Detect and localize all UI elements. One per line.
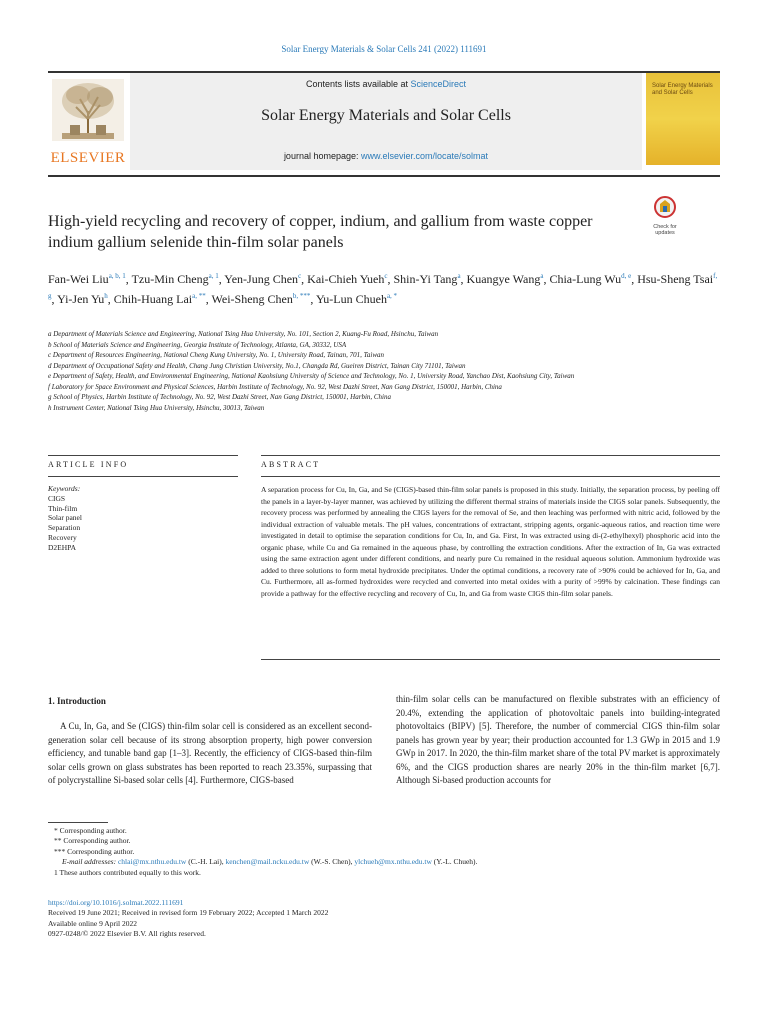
journal-cover-image[interactable]: [646, 73, 720, 165]
author-name[interactable]: Yu-Lun Chueh: [315, 292, 387, 306]
intro-column-right: thin-film solar cells can be manufactured on flexible substrates with an efficiency of 20.4%, extending the application of photovoltaic panels into building-integrated photovoltaics (BIPV) [5]. Therefore, the number of commercial CIGS thin-film solar panels has grown year by year; their production accounted for 1.3 GWp in 2015 and 1.9 GWp in 2017. In 2020, the thin-film market share of the total PV market is approximately 6%, and the CIGS production shares are nearly 20% in the thin-film market [6,7]. Although Si-based production accounts for: [396, 694, 721, 785]
homepage-prefix: journal homepage:: [283, 151, 361, 161]
abstract-rule-lower: [261, 476, 720, 477]
abstract-rule: [261, 455, 720, 456]
author-affiliation-marker[interactable]: h: [104, 292, 108, 300]
keywords-block: [48, 484, 238, 553]
author-name[interactable]: Kuangye Wang: [466, 272, 541, 286]
author-name[interactable]: Tzu-Min Cheng: [131, 272, 209, 286]
footnote-rule: [48, 822, 108, 823]
check-for-updates-badge[interactable]: [647, 195, 683, 236]
email-owner-chueh: (Y.-L. Chueh).: [433, 857, 478, 867]
email-owner-lai: (C.-H. Lai),: [188, 857, 224, 867]
equal-contribution-note: 1 These authors contributed equally to this work.: [54, 867, 201, 877]
article-meta: [48, 898, 720, 940]
keywords-heading: Keywords:: [48, 484, 81, 493]
received-dates: Received 19 June 2021; Received in revised form 19 February 2022; Accepted 1 March 2022: [48, 908, 329, 918]
keyword-item: Recovery: [48, 532, 77, 542]
email-label: E-mail addresses:: [62, 857, 117, 867]
contents-line: [130, 79, 642, 89]
keyword-item: D2EHPA: [48, 542, 77, 552]
author-affiliation-marker[interactable]: c: [298, 272, 302, 280]
affiliation-item: h Instrument Center, National Tsing Hua University, Hsinchu, 30013, Taiwan: [48, 403, 265, 412]
affiliation-item: e Department of Safety, Health, and Environmental Engineering, National Kaohsiung University of Science and Technology, No. 1, University Road, Yanchao Dist, Kaohsiung City, Taiwan: [48, 372, 575, 380]
journal-title: Solar Energy Materials and Solar Cells: [261, 107, 511, 124]
footnote-corresponding-3: *** Corresponding author.: [54, 846, 135, 856]
footnotes: [48, 826, 720, 878]
author-affiliation-marker[interactable]: a: [457, 272, 461, 280]
email-line: [48, 857, 720, 867]
abstract-text: A separation process for Cu, In, Ga, and Se (CIGS)-based thin-film solar panels is proposed in this study. Initially, the separation process, by peeling off the panels in a layer-by-layer manner, was achieved by utilizing the different thermal strains of materials inside the CIGS solar panels. Subsequently, the recovery process was performed by annealing the CIGS layers for the removal of Se, and then leaching was performed with nitric acid, followed by the individual extraction of valuable metals. The pH values, concentrations of extractant, stripping agents, organic-aqueous ratios, and reaction time were investigated in detail to optimise the separation conditions for Cu, In, and Ga. First, In was extracted using di-(2-ethylhexyl) phosphoric acid into the organic phase, while Cu and Ga remained in the aqueous phase, by controlling the extraction conditions. After the extraction of In, Ga was extracted using the same extraction agent under different conditions, and nearly pure Cu remained in the residual aqueous solution. Ammonium hydroxide was added to three solutions to form metal hydroxide precipitates. Under the optimal conditions, a recovery rate of >90% could be achieved for In, Ga, and Cu. Furthermore, all as-formed hydroxides were recycled and converted into metal oxides with a purity of >99% by calcination. These findings can provide a pathway for the effective recycling and recovery of Cu, In, and Ga from waste CIGS thin-film solar panels.: [261, 485, 720, 598]
journal-reference[interactable]: Solar Energy Materials & Solar Cells 241 (2022) 111691: [281, 44, 487, 54]
author-affiliation-marker[interactable]: a, 1: [208, 272, 219, 280]
author-affiliation-marker[interactable]: c: [384, 272, 388, 280]
affiliation-item: b School of Materials Science and Engineering, Georgia Institute of Technology, Atlanta, GA, 30332, USA: [48, 340, 347, 349]
abstract-bottom-rule: [261, 659, 720, 660]
author-name[interactable]: Yi-Jen Yu: [57, 292, 105, 306]
journal-homepage: [130, 151, 642, 161]
introduction-heading: 1. Introduction: [48, 696, 106, 706]
author-name[interactable]: Hsu-Sheng Tsai: [637, 272, 714, 286]
email-owner-chen: (W.-S. Chen),: [311, 857, 353, 867]
article-info-rule: [48, 455, 238, 456]
check-for-updates-icon: [647, 195, 683, 219]
copyright: 0927-0248/© 2022 Elsevier B.V. All rights reserved.: [48, 929, 206, 939]
author-affiliation-marker[interactable]: f, g: [48, 272, 718, 300]
author-name[interactable]: Chia-Lung Wu: [549, 272, 622, 286]
author-affiliation-marker[interactable]: a, *: [386, 292, 398, 300]
article-info-rule-lower: [48, 476, 238, 477]
author-name[interactable]: Yen-Jung Chen: [224, 272, 299, 286]
homepage-link[interactable]: www.elsevier.com/locate/solmat: [361, 151, 489, 161]
available-online: Available online 9 April 2022: [48, 918, 138, 928]
email-link-chueh[interactable]: ylchueh@mx.nthu.edu.tw: [354, 857, 432, 867]
sciencedirect-link[interactable]: ScienceDirect: [410, 79, 467, 89]
author-name[interactable]: Wei-Sheng Chen: [211, 292, 293, 306]
author-affiliation-marker[interactable]: a, **: [192, 292, 206, 300]
keyword-item: Thin-film: [48, 503, 78, 513]
keywords-list: [48, 494, 238, 553]
affiliation-item: g School of Physics, Harbin Institute of Technology, No. 92, West Dazhi Street, Nan Gang District, 150001, Harbin, China: [48, 393, 391, 401]
doi-link[interactable]: https://doi.org/10.1016/j.solmat.2022.111691: [48, 898, 184, 907]
elsevier-wordmark: ELSEVIER: [50, 150, 126, 166]
intro-column-left: A Cu, In, Ga, and Se (CIGS) thin-film solar cell is considered as an excellent second-generation solar cell because of its strong absorption property, high power conversion efficiency, and tunable band gap [1–3]. Recently, the efficiency of CIGS-based thin-film solar cells grown on glass substrates has been reported to reach 23.35%, surpassing that of polycrystalline Si-based solar cells [4]. Furthermore, CIGS-based: [48, 721, 372, 785]
contents-prefix: Contents lists available at: [305, 79, 411, 89]
affiliation-item: f Laboratory for Space Environment and Physical Sciences, Harbin Institute of Technology, No. 92, West Dazhi Street, Nan Gang District, 150001, Harbin, China: [48, 382, 502, 391]
article-title: High-yield recycling and recovery of copper, indium, and gallium from waste copper indium gallium selenide thin-film solar panels: [48, 213, 593, 251]
author-affiliation-marker[interactable]: a, b, 1: [108, 272, 126, 280]
article-info-heading: ARTICLE INFO: [48, 460, 129, 469]
check-for-updates-label: Check for updates: [653, 224, 677, 236]
author-affiliation-marker[interactable]: d, e: [621, 272, 632, 280]
elsevier-logo: [48, 75, 128, 167]
affiliation-item: a Department of Materials Science and Engineering, National Tsing Hua University, No. 101, Section 2, Kuang-Fu Road, Hsinchu, Taiwan: [48, 330, 439, 338]
author-name[interactable]: Chih-Huang Lai: [113, 292, 193, 306]
email-link-lai[interactable]: chlai@mx.nthu.edu.tw: [117, 857, 187, 867]
email-link-chen[interactable]: kenchen@mail.ncku.edu.tw: [225, 857, 310, 867]
keyword-item: Separation: [48, 523, 81, 533]
author-name[interactable]: Fan-Wei Liu: [48, 272, 109, 286]
author-list: Fan-Wei Liu$^{a, b, 1}$, Tzu-Min Cheng$^{a, 1}$, Yen-Jung Chen$^c$, Kai-Chieh Yueh$^c$, Shin-Yi Tang$^a$, Kuangye Wang$^a$, Chia-Lung Wu$^{d, e}$, Hsu-Sheng Tsai$^{f, g}$, Yi-Jen Yu$^h$, Chih-Huang Lai$^{a, **}$, Wei-Sheng Chen$^{b, ***}$, Yu-Lun Chueh$^{a, *}$: [48, 272, 718, 306]
header-bottom-rule: [48, 175, 720, 177]
cover-title: Solar Energy Materials and Solar Cells: [652, 83, 713, 96]
keyword-item: Solar panel: [48, 513, 82, 523]
affiliations: [48, 329, 720, 413]
author-affiliation-marker[interactable]: b, ***: [292, 292, 311, 300]
affiliation-item: c Department of Resources Engineering, National Cheng Kung University, No. 1, University Road, Tainan, 701, Taiwan: [48, 351, 384, 359]
author-affiliation-marker[interactable]: a: [540, 272, 544, 280]
author-name[interactable]: Kai-Chieh Yueh: [307, 272, 385, 286]
affiliation-item: d Department of Occupational Safety and Health, Chang Jung Christian University, No.1, Changda Rd, Gueiren District, Tainan City 71101, Taiwan: [48, 361, 466, 370]
footnote-corresponding-1: * Corresponding author.: [54, 826, 127, 835]
author-name[interactable]: Shin-Yi Tang: [393, 272, 458, 286]
abstract-heading: ABSTRACT: [261, 460, 321, 469]
keyword-item: CIGS: [48, 493, 66, 503]
footnote-corresponding-2: ** Corresponding author.: [54, 836, 131, 846]
